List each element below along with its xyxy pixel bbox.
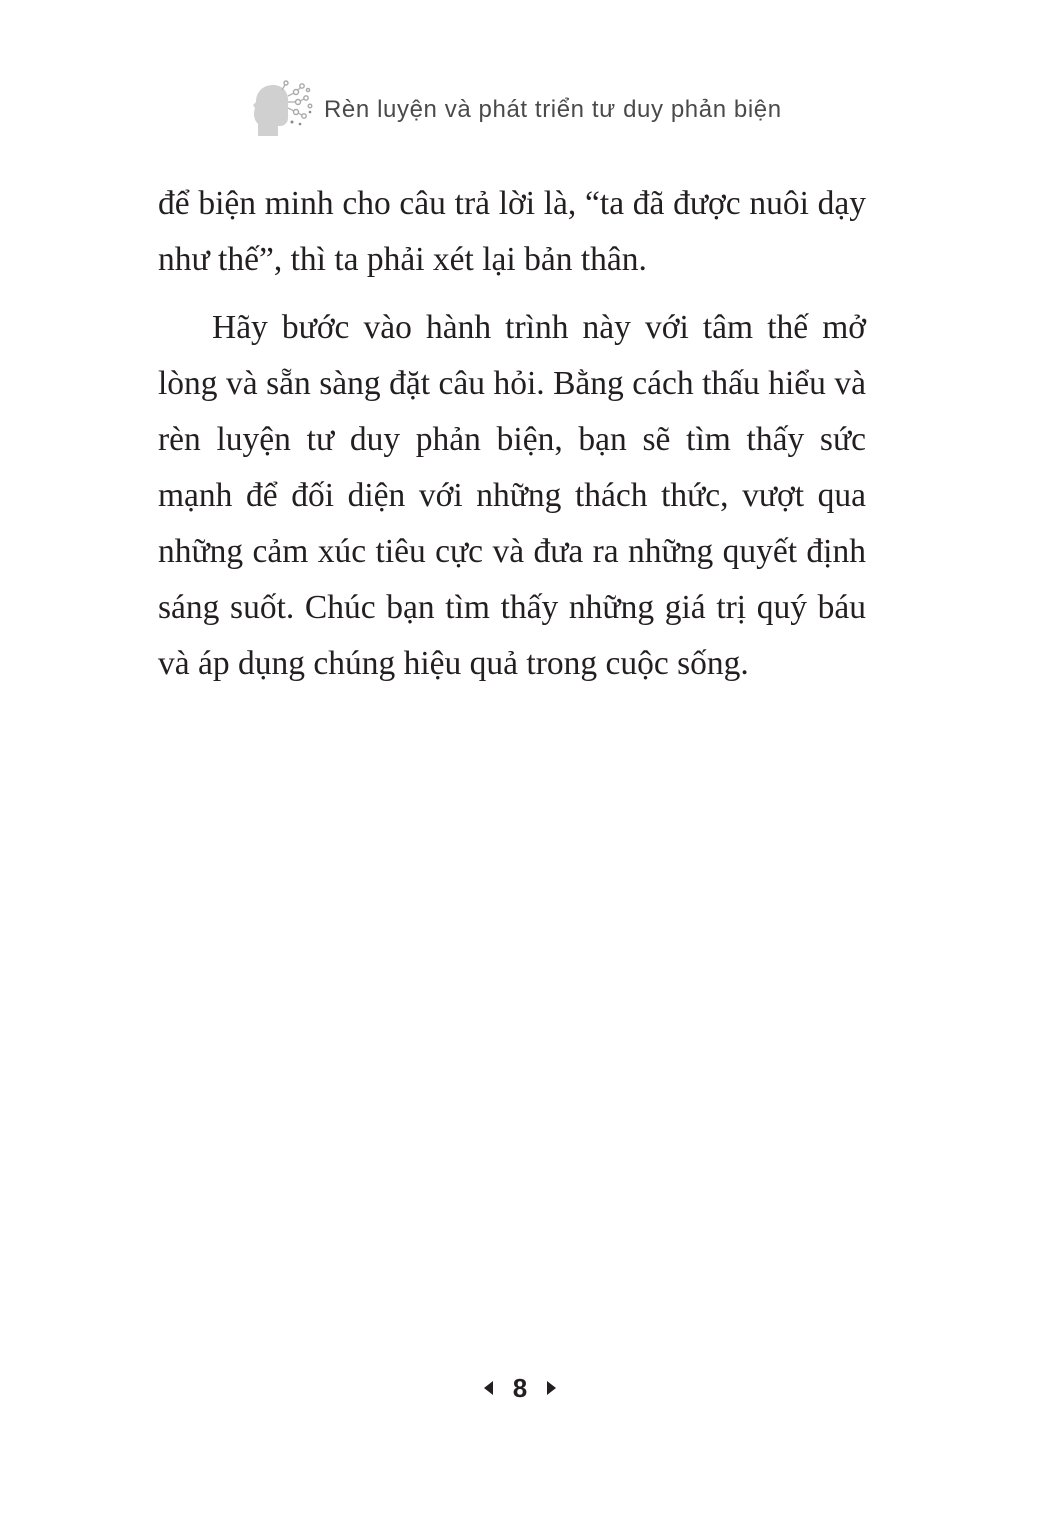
page-number-footer — [0, 1370, 1040, 1406]
triangle-left-icon — [484, 1381, 493, 1395]
running-header-title: Rèn luyện và phát triển tư duy phản biện — [324, 96, 782, 123]
page-body — [158, 176, 866, 692]
paragraph-continuation: để biện minh cho câu trả lời là, “ta đã được nuôi dạy như thế”, thì ta phải xét lại bản thân. — [158, 185, 866, 278]
running-header — [250, 78, 782, 140]
triangle-right-icon — [547, 1381, 556, 1395]
paragraph: Hãy bước vào hành trình này với tâm thế mở lòng và sẵn sàng đặt câu hỏi. Bằng cách thấu hiểu và rèn luyện tư duy phản biện, bạn sẽ tìm thấy sức mạnh để đối diện với những thách thức, vượt qua những cảm xúc tiêu cực và đưa ra những quyết định sáng suốt. Chúc bạn tìm thấy những giá trị quý báu và áp dụng chúng hiệu quả trong cuộc sống. — [158, 309, 866, 682]
page-number: 8 — [512, 1372, 528, 1403]
head-with-network-icon — [250, 78, 316, 140]
